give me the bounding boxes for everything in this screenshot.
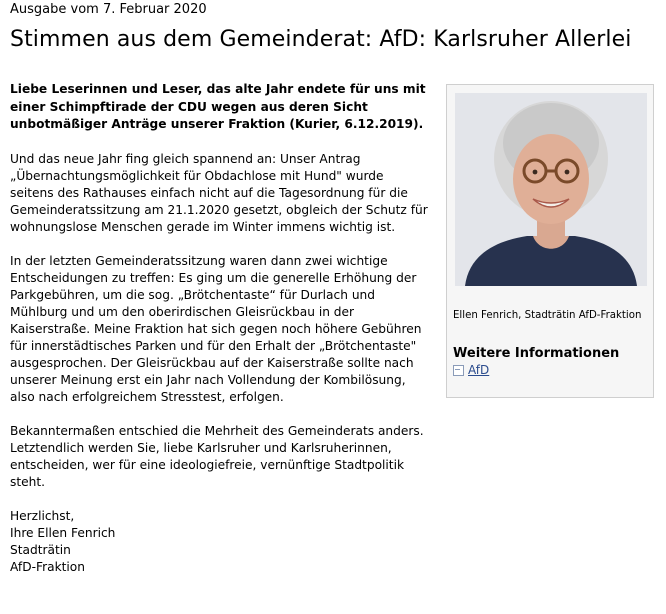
paragraph-1: Und das neue Jahr fing gleich spannend an: Unser Antrag „Übernachtungsmöglichkeit für Obdachlose mit Hund" wurde seitens des Rathauses einfach nicht auf die Tagesordnung für die Gemeinderatssitzung am 21.1.2020 gesetzt, obgleich der Schutz für wohnungslose Menschen gerade im Winter immens wichtig ist. [10,151,428,234]
paragraph-2: In der letzten Gemeinderatssitzung waren dann zwei wichtige Entscheidungen zu treffen: Es ging um die generelle Erhöhung der Parkgebühren, um die sog. „Brötchentaste“ für Durlach und Mühlburg und um den oberirdischen Gleisrückbau in der Kaiserstraße. Meine Fraktion hat sich gegen noch höhere Gebühren für innerstädtisches Parken und für den Erhalt der „Brötchentaste" ausgesprochen. Der Gleisrückbau auf der Kaiserstraße sollte nach unserer Meinung erst ein Jahr nach Vollendung der Kombilösung, also nach erfolgreichem Stresstest, erfolgen. [10,253,422,404]
portrait-photo [455,93,647,286]
sidebar-box [446,84,654,398]
signature: Herzlichst, Ihre Ellen Fenrich Stadträtin AfD-Fraktion [10,508,116,574]
paragraph-3: Bekanntermaßen entschied die Mehrheit des Gemeinderats anders. Letztendlich werden Sie, liebe Karlsruher und Karlsruherinnen, entscheiden, wer für eine ideologiefreie, vernünftige Stadtpolitik steht. [10,423,424,489]
issue-date: Ausgabe vom 7. Februar 2020 [10,2,207,17]
more-info-link-row[interactable] [453,363,489,377]
article-body [10,81,430,593]
lead-paragraph: Liebe Leserinnen und Leser, das alte Jahr endete für uns mit einer Schimpftirade der CDU wegen aus deren Sicht unbotmäßiger Anträge unserer Fraktion (Kurier, 6.12.2019). [10,82,426,131]
afd-link[interactable]: AfD [468,363,490,377]
photo-caption: Ellen Fenrich, Stadträtin AfD-Fraktion [453,310,642,321]
more-info-heading: Weitere Informationen [453,346,620,361]
external-link-icon [453,365,464,376]
page-title: Stimmen aus dem Gemeinderat: AfD: Karlsruher Allerlei [10,27,632,52]
